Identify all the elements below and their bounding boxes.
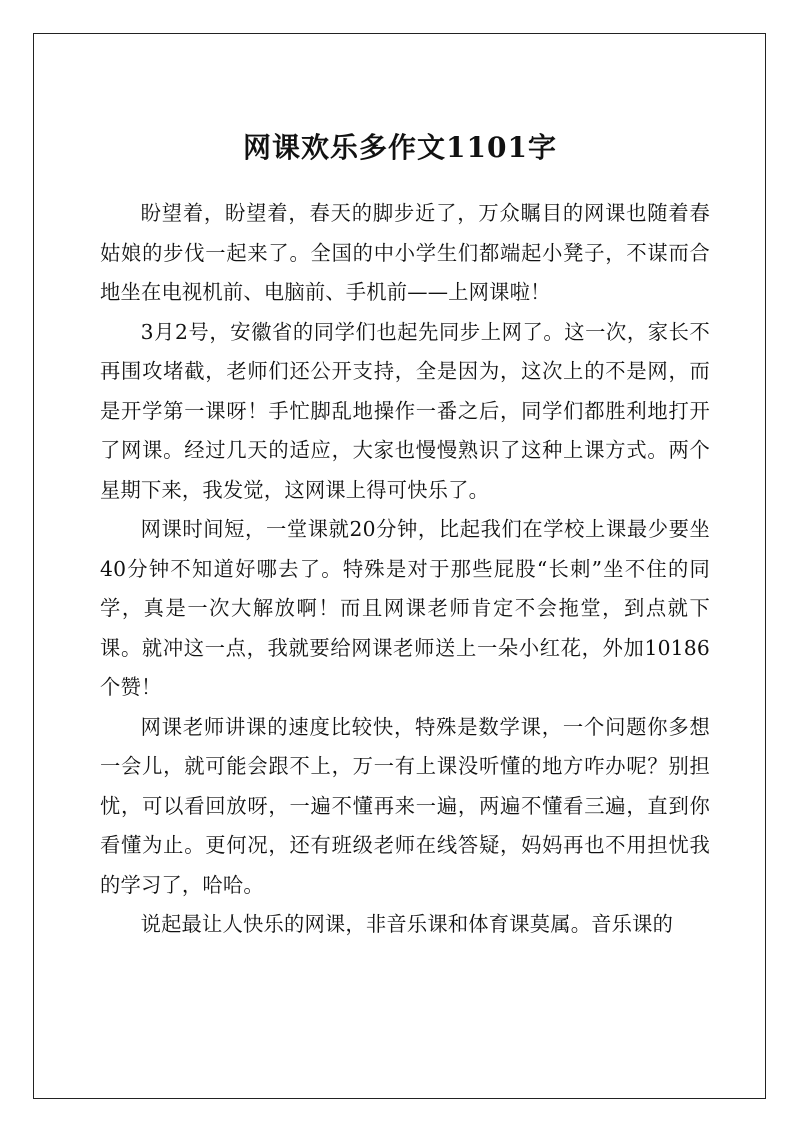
document-title: 网课欢乐多作文1101字 — [243, 131, 557, 164]
paragraph-4: 网课老师讲课的速度比较快，特殊是数学课，一个问题你多想一会儿，就可能会跟不上，万一有上课没听懂的地方咋办呢？别担忧，可以看回放呀，一遍不懂再来一遍，两遍不懂看三遍，直到你看懂为止。更何况，还有班级老师在线答疑，妈妈再也不用担忧我的学习了，哈哈。 — [100, 714, 710, 897]
paragraph-1: 盼望着，盼望着，春天的脚步近了，万众瞩目的网课也随着春姑娘的步伐一起来了。全国的中小学生们都端起小凳子，不谋而合地坐在电视机前、电脑前、手机前——上网课啦！ — [100, 201, 710, 304]
paragraph-5: 说起最让人快乐的网课，非音乐课和体育课莫属。音乐课的 — [140, 912, 674, 936]
paragraph-3: 网课时间短，一堂课就20分钟，比起我们在学校上课最少要坐40分钟不知道好哪去了。特殊是对于那些屁股“长刺”坐不住的同学，真是一次大解放啊！而且网课老师肯定不会拖堂，到点就下课。就冲这一点，我就要给网课老师送上一朵小红花，外加10186个赞！ — [100, 517, 710, 699]
paragraph-2: 3月2号，安徽省的同学们也起先同步上网了。这一次，家长不再围攻堵截，老师们还公开支持，全是因为，这次上的不是网，而是开学第一课呀！手忙脚乱地操作一番之后，同学们都胜利地打开了网课。经过几天的适应，大家也慢慢熟识了这种上课方式。两个星期下来，我发觉，这网课上得可快乐了。 — [100, 319, 710, 502]
document-body — [100, 194, 710, 945]
